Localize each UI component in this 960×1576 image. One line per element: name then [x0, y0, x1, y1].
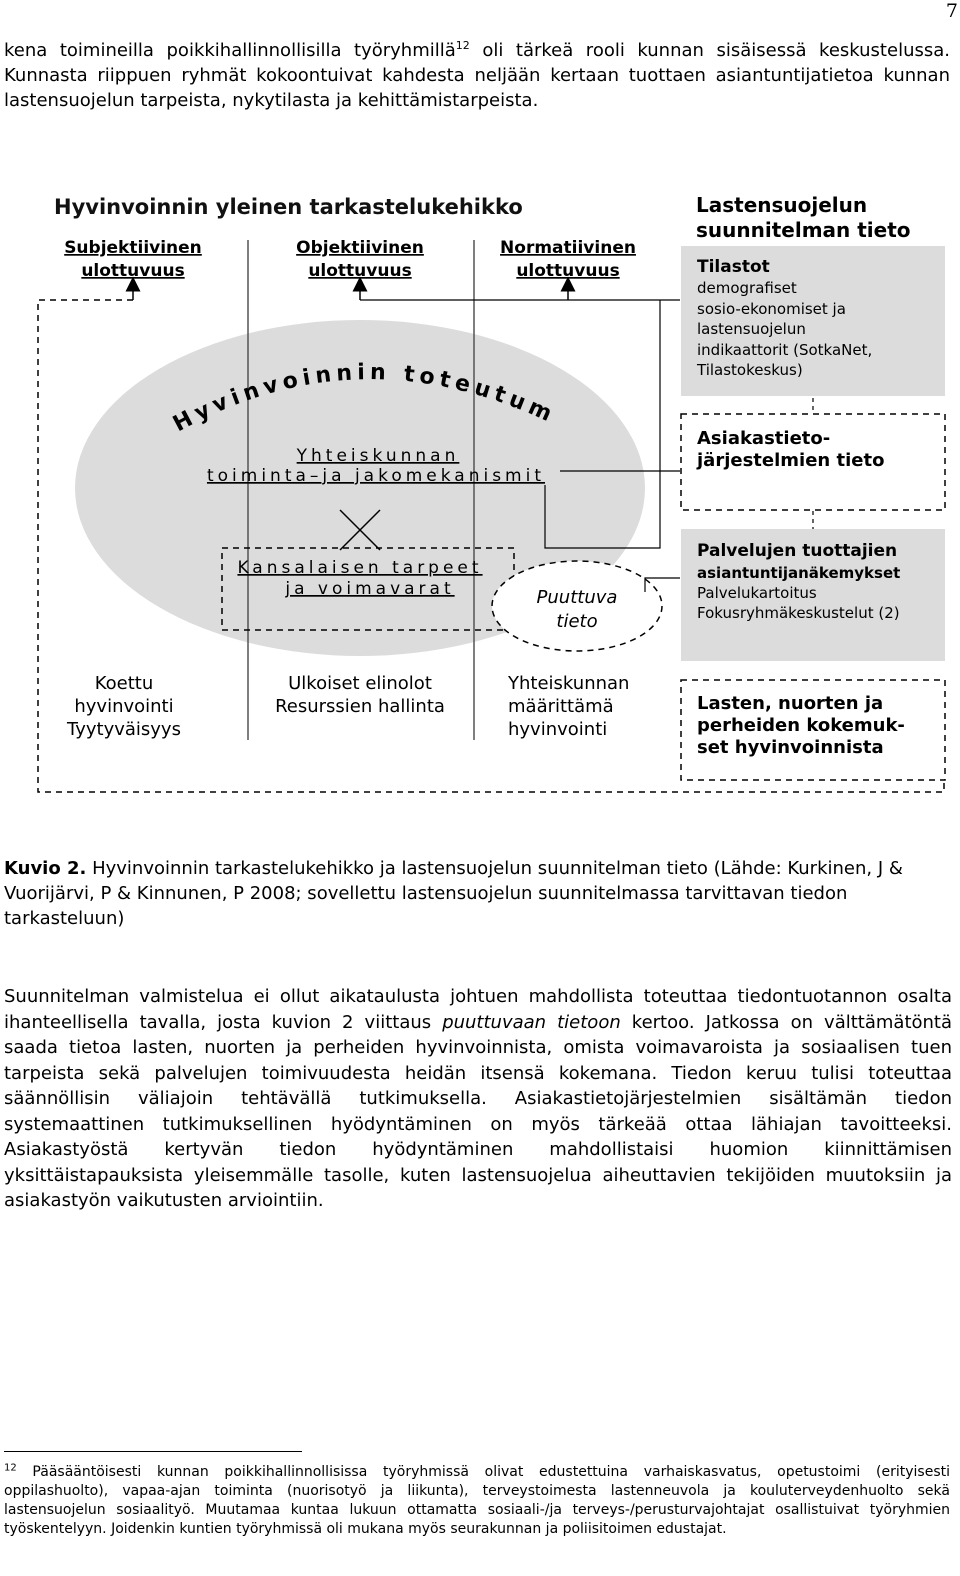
client-line2: järjestelmien tieto — [697, 450, 885, 471]
children-line3: set hyvinvoinnista — [697, 737, 884, 758]
bottom-label-objective-1: Ulkoiset elinolot — [288, 673, 432, 694]
right-title-line2: suunnitelman tieto — [696, 218, 911, 242]
providers-line3: Palvelukartoitus — [697, 584, 817, 602]
citizen-line1: Kansalaisen tarpeet — [237, 558, 483, 578]
client-line1: Asiakastieto- — [697, 428, 831, 449]
caption-text: Hyvinvoinnin tarkastelukehikko ja lastensuojelun suunnitelman tieto (Lähde: Kurkinen, J & Vuorijärvi, P & Kinnunen, P 2008; sovellettu lastensuojelun suunnitelmassa tarvittavan tiedon tarkasteluun) — [4, 858, 903, 929]
welfare-framework-diagram — [0, 180, 960, 805]
stats-line-3: lastensuojelun — [697, 320, 806, 338]
children-line1: Lasten, nuorten ja — [697, 693, 884, 714]
providers-line4: Fokusryhmäkeskustelut (2) — [697, 604, 900, 622]
body-text-end: kertoo. Jatkossa on välttämätöntä saada tietoa lasten, nuorten ja perheiden hyvinvoinnista, omista voimavaroista ja sosiaalisen tuen tarpeista sekä palvelujen toimivuudesta heidän itsensä kokemana. Tiedon keruu tulisi toteuttaa säännöllisin väliajoin tehtävällä tutkimuksella. Asiakastietojärjestelmien sisältämän tiedon systemaattinen tutkimuksellinen hyödyntäminen on myös tärkeää ottaa lähiajan tavoitteeksi. Asiakastyöstä kertyvän tiedon hyödyntäminen mahdollistaisi huomion kiinnittämisen yksittäistapauksista yleisemmälle tasolle, kuten lastensuojelua aiheuttavien tekijöiden muutoksiin ja asiakastyön vaikutusten arviointiin. — [4, 1011, 953, 1211]
body-paragraph — [4, 984, 952, 1214]
bottom-label-subjective-1: Koettu — [94, 673, 154, 694]
citizen-line2: ja voimavarat — [285, 579, 455, 599]
stats-line-2: sosio-ekonomiset ja — [697, 300, 846, 318]
dimension-objective-line2: ulottuvuus — [308, 261, 412, 281]
missing-line2: tieto — [556, 611, 598, 632]
footnote-text: Pääsääntöisesti kunnan poikkihallinnollisissa työryhmissä olivat edustettuina varhaiskasvatus, opetustoimi (erityisesti oppilashuolto), vapaa-ajan toiminta (nuorisotyö ja liikunta), terveystoimesta lastenneuvola ja kouluterveydenhuolto sekä lastensuojelun sosiaalityö. Muutamaa kuntaa lukuun ottamatta sosiaali-/ja terveys-/perusturvajohtajat osallistuivat työryhmien työskentelyyn. Joidenkin kuntien työryhmissä oli mukana myös seurakunnan ja poliisitoimen edustajat. — [4, 1464, 950, 1537]
dimension-normative-line2: ulottuvuus — [516, 261, 620, 281]
stats-line-1: demografiset — [697, 279, 797, 297]
footnote — [4, 1463, 950, 1539]
bottom-label-objective-2: Resurssien hallinta — [275, 696, 445, 717]
intro-text: kena toimineilla poikkihallinnollisilla työryhmillä — [4, 40, 456, 61]
intro-paragraph — [4, 38, 950, 113]
bottom-label-normative-1: Yhteiskunnan — [508, 673, 630, 694]
arc-textpath: Hyvinvoinnin toteutum — [169, 360, 561, 438]
right-title-line1: Lastensuojelun — [696, 193, 868, 217]
figure-caption — [4, 856, 950, 931]
bottom-label-normative-3: hyvinvointi — [508, 719, 608, 740]
providers-line1: Palvelujen tuottajien — [697, 541, 898, 561]
footnote-number: 12 — [4, 1462, 17, 1474]
society-line2: toiminta–ja jakomekanismit — [206, 466, 546, 486]
dimension-objective-line1: Objektiivinen — [296, 238, 424, 258]
caption-label: Kuvio 2. — [4, 858, 87, 879]
children-line2: perheiden kokemuk- — [697, 715, 905, 736]
stats-line-5: Tilastokeskus) — [697, 361, 803, 379]
page-number: 7 — [945, 0, 958, 22]
dimension-normative-line1: Normatiivinen — [500, 238, 636, 258]
footnote-reference[interactable]: 12 — [455, 39, 470, 52]
providers-line2: asiantuntijanäkemykset — [697, 564, 901, 582]
intro-text-cont: oli tärkeä rooli kunnan sisäisessä keskustelussa. Kunnasta riippuen ryhmät kokoontuivat kahdesta neljään kertaan tuottaen asiantuntijatietoa kunnan lastensuojelun tarpeista, nykytilasta ja kehittämistarpeista. — [4, 40, 950, 111]
body-text-start: Suunnitelman valmistelua ei ollut aikataulusta johtuen mahdollista toteuttaa tiedontuotannon osalta ihanteellisella tavalla, josta kuvion 2 viittaus — [4, 986, 952, 1033]
bottom-label-subjective-3: Tyytyväisyys — [67, 719, 181, 740]
society-line1: Yhteiskunnan — [296, 446, 460, 466]
body-italic-term: puuttuvaan tietoon — [442, 1011, 621, 1033]
stats-heading: Tilastot — [697, 257, 770, 277]
dimension-subjective-line1: Subjektiivinen — [64, 238, 202, 258]
footnote-rule — [4, 1451, 302, 1452]
dimension-subjective-line2: ulottuvuus — [81, 261, 185, 281]
diagram-title: Hyvinvoinnin yleinen tarkastelukehikko — [54, 195, 523, 219]
stats-line-4: indikaattorit (SotkaNet, — [697, 341, 873, 359]
bottom-label-normative-2: määrittämä — [508, 696, 614, 717]
missing-line1: Puuttuva — [536, 587, 618, 608]
bottom-label-subjective-2: hyvinvointi — [74, 696, 174, 717]
